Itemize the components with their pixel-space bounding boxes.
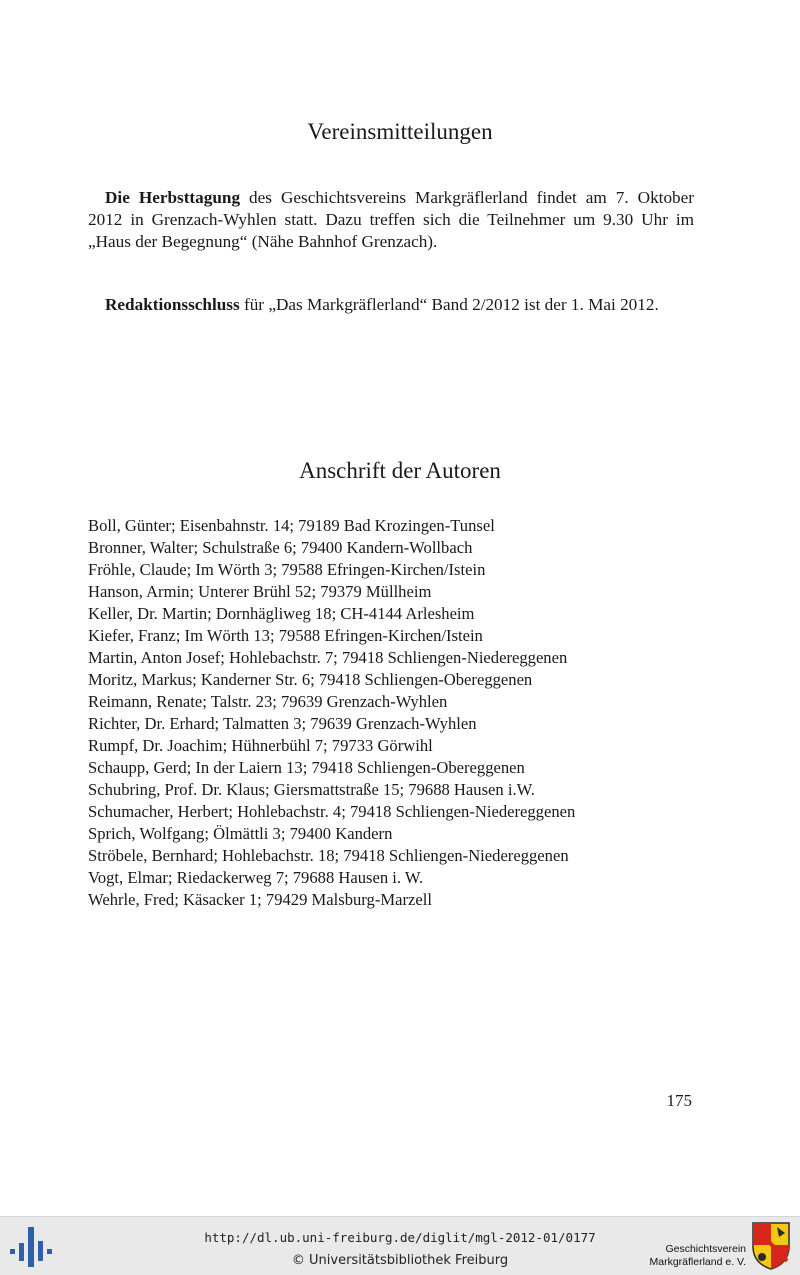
- author-entry: Ströbele, Bernhard; Hohlebachstr. 18; 79418 Schliengen-Niedereggenen: [88, 846, 569, 865]
- society-name-line2: Markgräflerland e. V.: [649, 1256, 746, 1268]
- footer-bar: [0, 1216, 800, 1275]
- section-title-vereinsmitteilungen: Vereinsmitteilungen: [307, 119, 493, 144]
- author-entry: Bronner, Walter; Schulstraße 6; 79400 Kandern-Wollbach: [88, 538, 473, 557]
- author-entry: Reimann, Renate; Talstr. 23; 79639 Grenzach-Wyhlen: [88, 692, 448, 711]
- author-entry: Sprich, Wolfgang; Ölmättli 3; 79400 Kandern: [88, 824, 393, 843]
- coat-of-arms-icon[interactable]: [751, 1221, 791, 1271]
- section-title-anschrift: Anschrift der Autoren: [299, 458, 501, 483]
- author-entry: Vogt, Elmar; Riedackerweg 7; 79688 Hausen i. W.: [88, 868, 424, 887]
- author-entry: Schumacher, Herbert; Hohlebachstr. 4; 79418 Schliengen-Niedereggenen: [88, 802, 576, 821]
- paragraph-herbsttagung-text: des Geschichtsvereins Markgräflerland findet am 7. Oktober 2012 in Grenzach-Wyhlen statt. Dazu treffen sich die Teilnehmer um 9.30 Uhr im „Haus der Begegnung“ (Nähe Bahnhof Grenzach).: [88, 188, 694, 251]
- author-entry: Boll, Günter; Eisenbahnstr. 14; 79189 Bad Krozingen-Tunsel: [88, 516, 495, 535]
- author-address-list: [88, 515, 728, 911]
- author-entry: Fröhle, Claude; Im Wörth 3; 79588 Efringen-Kirchen/Istein: [88, 560, 486, 579]
- ub-freiburg-logo-icon[interactable]: [10, 1227, 52, 1267]
- author-entry: Martin, Anton Josef; Hohlebachstr. 7; 79418 Schliengen-Niedereggenen: [88, 648, 568, 667]
- paragraph-redaktionsschluss: [88, 294, 694, 316]
- paragraph-redaktionsschluss-lead: Redaktionsschluss: [105, 295, 240, 314]
- author-entry: Rumpf, Dr. Joachim; Hühnerbühl 7; 79733 Görwihl: [88, 736, 433, 755]
- author-entry: Keller, Dr. Martin; Dornhägliweg 18; CH-4144 Arlesheim: [88, 604, 475, 623]
- author-entry: Kiefer, Franz; Im Wörth 13; 79588 Efringen-Kirchen/Istein: [88, 626, 483, 645]
- author-entry: Wehrle, Fred; Käsacker 1; 79429 Malsburg-Marzell: [88, 890, 432, 909]
- document-url-link[interactable]: http://dl.ub.uni-freiburg.de/diglit/mgl-2012-01/0177: [204, 1230, 596, 1245]
- copyright-text: © Universitätsbibliothek Freiburg: [291, 1253, 509, 1268]
- paragraph-herbsttagung-lead: Die Herbsttagung: [105, 188, 241, 207]
- author-entry: Schubring, Prof. Dr. Klaus; Giersmattstraße 15; 79688 Hausen i.W.: [88, 780, 535, 799]
- paragraph-herbsttagung: [88, 187, 694, 253]
- author-entry: Moritz, Markus; Kanderner Str. 6; 79418 Schliengen-Obereggenen: [88, 670, 533, 689]
- author-entry: Richter, Dr. Erhard; Talmatten 3; 79639 Grenzach-Wyhlen: [88, 714, 477, 733]
- society-name-line1: Geschichtsverein: [665, 1243, 746, 1255]
- paragraph-redaktionsschluss-text: für „Das Markgräflerland“ Band 2/2012 ist der 1. Mai 2012.: [239, 295, 659, 314]
- author-entry: Schaupp, Gerd; In der Laiern 13; 79418 Schliengen-Obereggenen: [88, 758, 525, 777]
- society-name: [612, 1243, 746, 1269]
- page-number: 175: [666, 1091, 692, 1110]
- author-entry: Hanson, Armin; Unterer Brühl 52; 79379 Müllheim: [88, 582, 432, 601]
